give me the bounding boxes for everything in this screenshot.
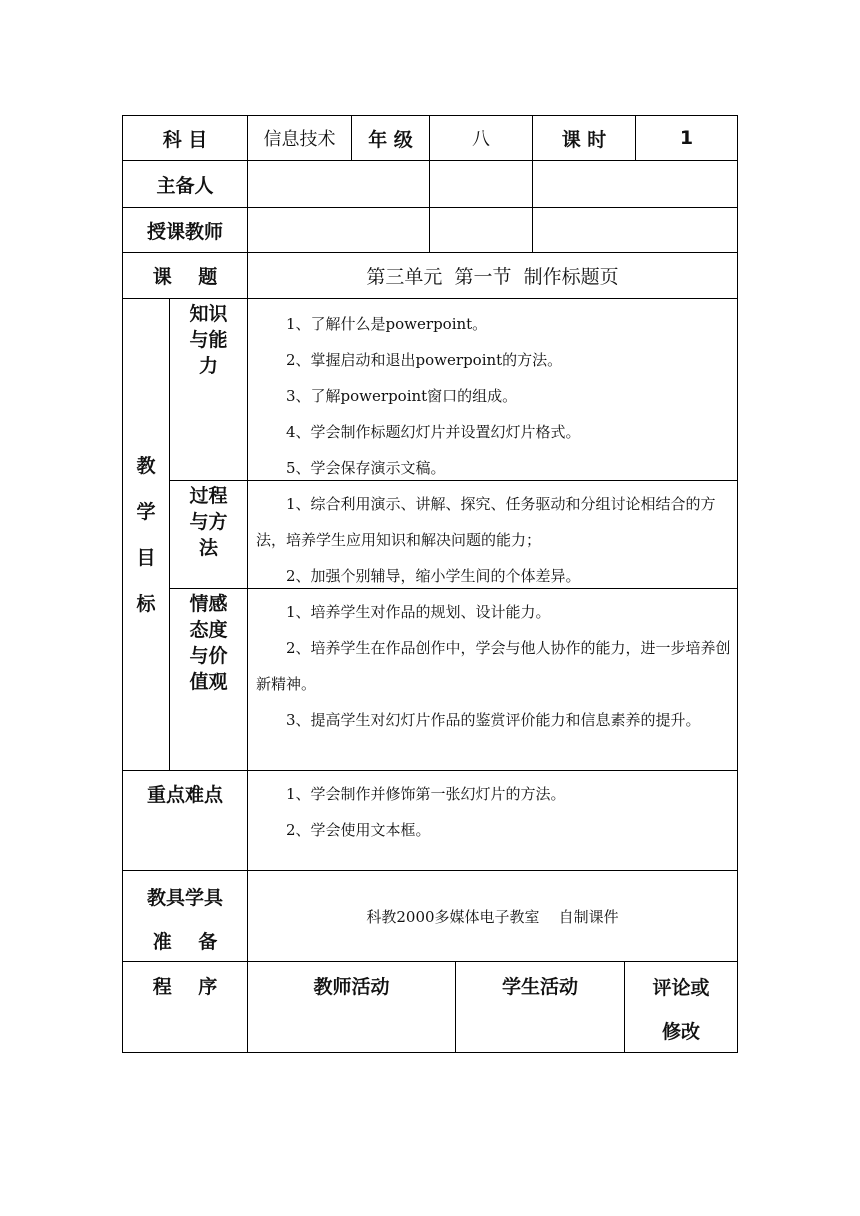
list-item: 2、学会使用文本框。 [286, 821, 431, 839]
emotion-label-cell [170, 589, 247, 770]
grade-label: 年 级 [368, 128, 413, 151]
emotion-content [256, 594, 734, 738]
list-item: 3、了解powerpoint窗口的组成。 [286, 387, 518, 405]
emotion-label: 情感态度与价值观 [189, 593, 228, 693]
list-item: 1、培养学生对作品的规划、设计能力。 [286, 603, 551, 621]
list-item: 5、学会保存演示文稿。 [286, 459, 446, 477]
grade-value: 八 [472, 129, 490, 150]
process-label: 过程与方法 [189, 485, 228, 559]
teacher-label: 授课教师 [146, 220, 223, 243]
list-item: 1、了解什么是powerpoint。 [286, 315, 488, 333]
list-item: 1、学会制作并修饰第一张幻灯片的方法。 [286, 785, 566, 803]
list-item: 1、综合利用演示、讲解、探究、任务驱动和分组讨论相结合的方法，培养学生应用知识和解决问题的能力； [256, 495, 716, 549]
list-item: 2、加强个别辅导，缩小学生间的个体差异。 [286, 567, 581, 585]
procedure-label: 程 序 [152, 976, 218, 998]
column-divider [247, 298, 248, 961]
period-label: 课 时 [561, 128, 607, 151]
comment-header-line2: 修改 [661, 1021, 700, 1043]
knowledge-content [256, 306, 734, 486]
objectives-label [123, 299, 169, 770]
period-value: 1 [679, 127, 694, 149]
equipment-label [123, 876, 247, 964]
table-border [737, 115, 738, 1053]
process-content [256, 486, 734, 594]
list-item: 2、掌握启动和退出powerpoint的方法。 [286, 351, 563, 369]
row-divider [122, 770, 738, 771]
list-item: 2、培养学生在作品创作中，学会与他人协作的能力，进一步培养创新精神。 [256, 639, 731, 693]
comment-header-line1: 评论或 [652, 977, 710, 999]
knowledge-label-cell [170, 299, 247, 480]
knowledge-label: 知识与能力 [189, 303, 228, 377]
list-item: 4、学会制作标题幻灯片并设置幻灯片格式。 [286, 423, 581, 441]
equipment-label-line1: 教具学具 [146, 887, 223, 909]
equipment-label-line2: 准 备 [152, 931, 218, 953]
topic-label: 课 题 [152, 266, 218, 288]
comment-header [625, 966, 737, 1054]
key-points-content [256, 776, 734, 848]
process-label-cell [170, 481, 247, 588]
topic-value: 第三单元 第一节 制作标题页 [366, 266, 619, 288]
subject-value: 信息技术 [263, 129, 336, 150]
key-points-label: 重点难点 [146, 784, 223, 806]
list-item: 3、提高学生对幻灯片作品的鉴赏评价能力和信息素养的提升。 [286, 711, 701, 729]
equipment-value: 科教2000多媒体电子教室 自制课件 [366, 907, 619, 926]
teacher-activity-header: 教师活动 [313, 976, 390, 998]
preparer-label: 主备人 [156, 174, 214, 197]
student-activity-header: 学生活动 [501, 976, 578, 998]
objectives-label-text: 教学目标 [136, 454, 156, 615]
subject-label: 科 目 [162, 128, 208, 151]
